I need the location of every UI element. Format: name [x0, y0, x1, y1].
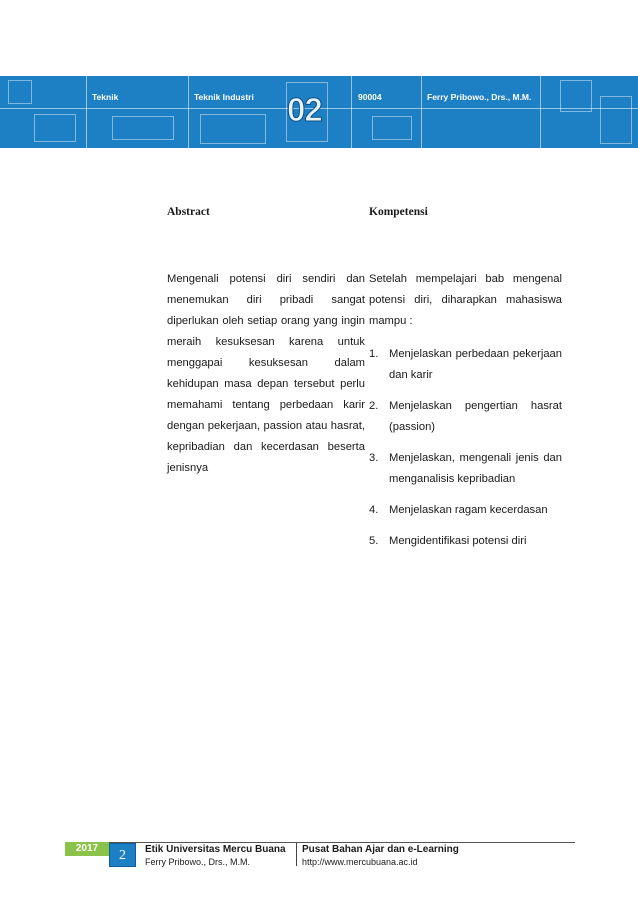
list-item-number: 5.	[369, 535, 379, 547]
list-item-text: Menjelaskan, mengenali jenis dan menganalisis kepribadian	[389, 452, 562, 485]
decor-line	[86, 76, 87, 148]
decor-line	[421, 76, 422, 148]
footer-divider	[296, 843, 297, 866]
list-item-number: 3.	[369, 452, 379, 464]
footer-rule	[65, 842, 575, 843]
decor-box	[600, 96, 632, 144]
kompetensi-title: Kompetensi	[369, 206, 428, 218]
list-item	[369, 448, 562, 490]
list-item	[369, 500, 562, 521]
footer-year: 2017	[65, 842, 109, 856]
kompetensi-intro: Setelah mempelajari bab mengenal potensi diri, diharapkan mahasiswa mampu :	[369, 273, 562, 327]
list-item	[369, 531, 562, 552]
decor-box	[34, 114, 76, 142]
decor-box	[560, 80, 592, 112]
list-item	[369, 396, 562, 438]
footer-course-title: Etik Universitas Mercu Buana	[145, 844, 286, 855]
list-item-text: Menjelaskan perbedaan pekerjaan dan karir	[389, 348, 562, 381]
list-item	[369, 344, 562, 386]
footer-center-title: Pusat Bahan Ajar dan e-Learning	[302, 844, 459, 855]
list-item-text: Mengidentifikasi potensi diri	[389, 535, 527, 547]
abstract-text: Mengenali potensi diri sendiri dan menemukan diri pribadi sangat diperlukan oleh setiap orang yang ingin meraih kesuksesan karena untuk menggapai kesuksesan dalam kehidupan masa depan tersebut perlu memahami tentang perbedaan karir dengan pekerjaan, passion atau hasrat, kepribadian dan kecerdasan beserta jenisnya	[167, 273, 365, 474]
list-item-number: 2.	[369, 400, 379, 412]
decor-line	[540, 76, 541, 148]
list-item-number: 1.	[369, 348, 379, 360]
kompetensi-list	[369, 344, 562, 562]
header-author: Ferry Pribowo., Drs., M.M.	[427, 92, 532, 102]
decor-line	[351, 76, 352, 148]
decor-box	[372, 116, 412, 140]
footer-url: http://www.mercubuana.ac.id	[302, 857, 418, 867]
list-item-number: 4.	[369, 504, 379, 516]
chapter-number: 02	[287, 91, 322, 128]
header-program: Teknik Industri	[194, 92, 254, 102]
decor-box	[112, 116, 174, 140]
abstract-title: Abstract	[167, 206, 210, 218]
decor-line	[188, 76, 189, 148]
page-number: 2	[109, 843, 136, 867]
decor-box	[200, 114, 266, 144]
header-faculty: Teknik	[92, 92, 119, 102]
decor-box	[8, 80, 32, 104]
list-item-text: Menjelaskan ragam kecerdasan	[389, 504, 548, 516]
header-code: 90004	[358, 92, 382, 102]
list-item-text: Menjelaskan pengertian hasrat (passion)	[389, 400, 562, 433]
footer-author: Ferry Pribowo., Drs., M.M.	[145, 857, 251, 867]
